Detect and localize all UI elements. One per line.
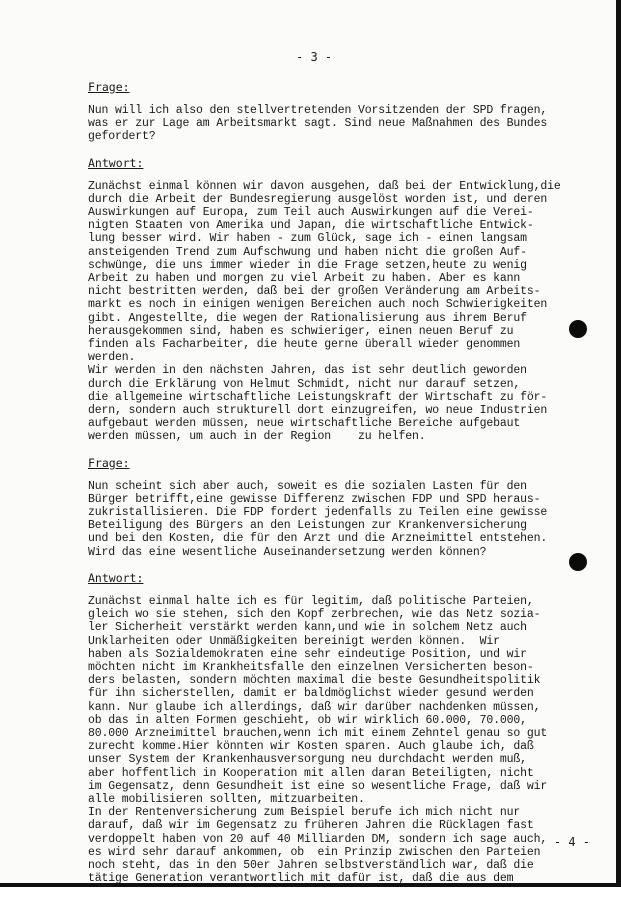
- punch-hole-mark: [569, 553, 587, 571]
- answer-block-1: [88, 156, 600, 444]
- answer-text: Zunächst einmal können wir davon ausgehen, daß bei der Entwicklung,die durch die Arbeit der Bundesregierung ausgelöst worden ist, und deren Auswirkungen auf Europa, zum Teil auch Auswirkungen auf die Verei- nigten Staaten von Amerika und Japan, die wirtschaftliche Entwick- lung besser wird. Wir haben - zum Glück, sage ich - einen langsam ansteigenden Trend zum Aufschwung und haben nicht die großen Auf- schwünge, die uns immer wieder in die Frage setzen,heute zu wenig Arbeit zu haben und morgen zu viel Arbeit zu haben. Aber es kann nicht bestritten werden, daß bei der großen Veränderung am Arbeits- markt es noch in einigen wenigen Bereichen auch noch Schwierigkeiten gibt. Angestellte, die wegen der Rationalisierung aus ihrem Beruf herausgekommen sind, haben es schwieriger, einen neuen Beruf zu finden als Facharbeiter, die heute gerne überall wieder genommen werden. Wir werden in den nächsten Jahren, das ist sehr deutlich geworden durch die Erklärung von Helmut Schmidt, nicht nur darauf setzen, die allgemeine wirtschaftliche Leistungskraft der Wirtschaft zu för- dern, sondern auch strukturell dort einzugreifen, wo neue Industrien aufgebaut werden müssen, neue wirtschaftliche Bereiche aufgebaut werden müssen, um auch in der Region zu helfen.: [88, 179, 561, 444]
- answer-heading: Antwort:: [88, 155, 144, 170]
- question-heading: Frage:: [88, 80, 130, 94]
- question-text: Nun will ich also den stellvertretenden Vorsitzenden der SPD fragen, was er zur Lage am Arbeitsmarkt sagt. Sind neue Maßnahmen des Bundes gefordert?: [88, 104, 548, 144]
- question-block-1: [88, 80, 600, 144]
- page-number-top: - 3 -: [296, 50, 333, 64]
- question-text: Nun scheint sich aber auch, soweit es die sozialen Lasten für den Bürger betrifft,eine gewisse Differenz zwischen FDP und SPD heraus- zukristallisieren. Die FDP fordert jedenfalls zu Teilen eine gewisse Beteiligung des Bürgers an den Leistungen zur Krankenversicherung und bei den Kosten, die für den Arzt und die Arzneimittel entstehen. Wird das eine wesentliche Auseinandersetzung werden können?: [88, 479, 548, 559]
- punch-hole-mark: [569, 320, 587, 338]
- page-number-bottom: - 4 -: [553, 835, 590, 849]
- question-heading: Frage:: [88, 455, 130, 470]
- answer-text: Zunächst einmal halte ich es für legitim, daß politische Parteien, gleich wo sie stehen, sich den Kopf zerbrechen, wie das Netz sozia- ler Sicherheit verstärkt werden kann,und wie in solchem Netz auch Unklarheiten oder Unmäßigkeiten bereinigt werden können. Wir haben als Sozialdemokraten eine sehr eindeutige Position, und wir möchten nicht im Krankheitsfalle den einzelnen Versicherten beson- ders belasten, sondern möchten maximal die beste Gesundheitspolitik für ihn sicherstellen, damit er baldmöglichst wieder gesund werden kann. Nur glaube ich allerdings, daß wir darüber nachdenken müssen, ob das in alten Formen geschieht, ob wir wirklich 60.000, 70.000, 80.000 Arzneimittel brauchen,wenn ich mit einem Zehntel genau so gut zurecht komme.Hier könnten wir Kosten sparen. Auch glaube ich, daß unser System der Krankenhausversorgung neu durchdacht werden muß, aber hoffentlich in Kooperation mit allen daran Beteiligten, nicht im Gegensatz, denn Gesundheit ist eine so wesentliche Frage, daß wir alle mobilisieren sollten, mitzuarbeiten. In der Rentenversicherung zum Beispiel berufe ich mich nicht nur darauf, daß wir im Gegensatz zu früheren Jahren die Rücklagen fast verdoppelt haben von 20 auf 40 Milliarden DM, sondern ich sage auch, es wird sehr darauf ankommen, ob ein Prinzip zwischen den Parteien noch steht, das in den 50er Jahren selbstverständlich war, daß die tätige Generation verantwortlich mit dafür ist, daß die aus dem: [88, 594, 548, 886]
- interview-text: [88, 80, 600, 897]
- answer-block-2: [88, 571, 600, 885]
- question-block-2: [88, 456, 600, 559]
- answer-heading: Antwort:: [88, 570, 144, 585]
